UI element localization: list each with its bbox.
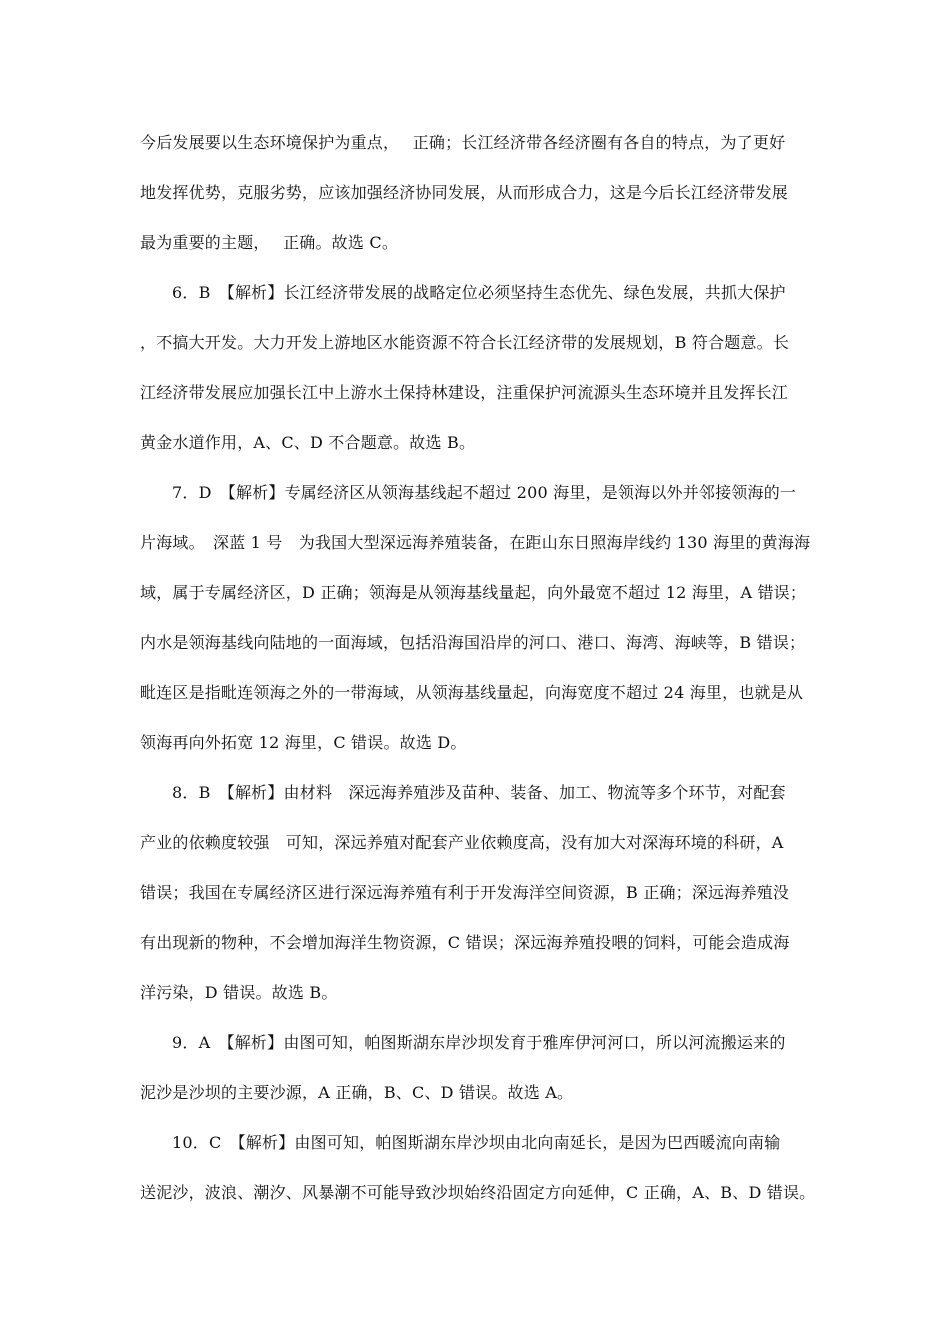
text-line: 送泥沙，波浪、潮汐、风暴潮不可能导致沙坝始终沿固定方向延伸，C 正确，A、B、D 错误。 <box>140 1183 816 1202</box>
text-line: 有出现新的物种，不会增加海洋生物资源，C 错误；深远海养殖投喂的饲料，可能会造成海 <box>140 933 790 952</box>
text-line: 产业的依赖度较强 可知，深远养殖对配套产业依赖度高，没有加大对深海环境的科研，A <box>140 833 784 852</box>
text-line: 域，属于专属经济区，D 正确；领海是从领海基线量起，向外最宽不超过 12 海里，A 错误； <box>140 583 807 602</box>
text-line: 洋污染，D 错误。故选 B。 <box>140 983 338 1002</box>
text-line: ，不搞大开发。大力开发上游地区水能资源不符合长江经济带的发展规划，B 符合题意。长 <box>140 333 790 352</box>
text-line: 领海再向外拓宽 12 海里，C 错误。故选 D。 <box>140 733 467 752</box>
text-line: 错误；我国在专属经济区进行深远海养殖有利于开发海洋空间资源，B 正确；深远海养殖没 <box>140 883 790 902</box>
text-line: 黄金水道作用，A、C、D 不合题意。故选 B。 <box>140 433 476 452</box>
answer-9-line: 9．A 【解析】由图可知，帕图斯湖东岸沙坝发育于雅库伊河河口，所以河流搬运来的 <box>172 1033 786 1052</box>
text-line: 内水是领海基线向陆地的一面海域，包括沿海国沿岸的河口、港口、海湾、海峡等，B 错误； <box>140 633 806 652</box>
text-line: 毗连区是指毗连领海之外的一带海域，从领海基线量起，向海宽度不超过 24 海里，也就是从 <box>140 683 804 702</box>
text-line: 今后发展要以生态环境保护为重点， 正确；长江经济带各经济圈有各自的特点，为了更好 <box>140 133 786 152</box>
text-line: 片海域。 深蓝 1 号 为我国大型深远海养殖装备，在距山东日照海岸线约 130 海里的黄海海 <box>140 533 811 552</box>
answer-10-line: 10．C 【解析】由图可知，帕图斯湖东岸沙坝由北向南延长，是因为巴西暖流向南输 <box>172 1133 781 1152</box>
answer-7-line: 7．D 【解析】专属经济区从领海基线起不超过 200 海里，是领海以外并邻接领海的一 <box>172 483 797 502</box>
answer-8-line: 8．B 【解析】由材料 深远海养殖涉及苗种、装备、加工、物流等多个环节，对配套 <box>172 783 786 802</box>
text-line: 泥沙是沙坝的主要沙源，A 正确，B、C、D 错误。故选 A。 <box>140 1083 574 1102</box>
text-line: 地发挥优势，克服劣势，应该加强经济协同发展，从而形成合力，这是今后长江经济带发展 <box>140 183 789 202</box>
answer-6-line: 6．B 【解析】长江经济带发展的战略定位必须坚持生态优先、绿色发展，共抓大保护 <box>172 283 786 302</box>
text-line: 最为重要的主题， 正确。故选 C。 <box>140 233 399 252</box>
text-line: 江经济带发展应加强长江中上游水土保持林建设，注重保护河流源头生态环境并且发挥长江 <box>140 383 789 402</box>
